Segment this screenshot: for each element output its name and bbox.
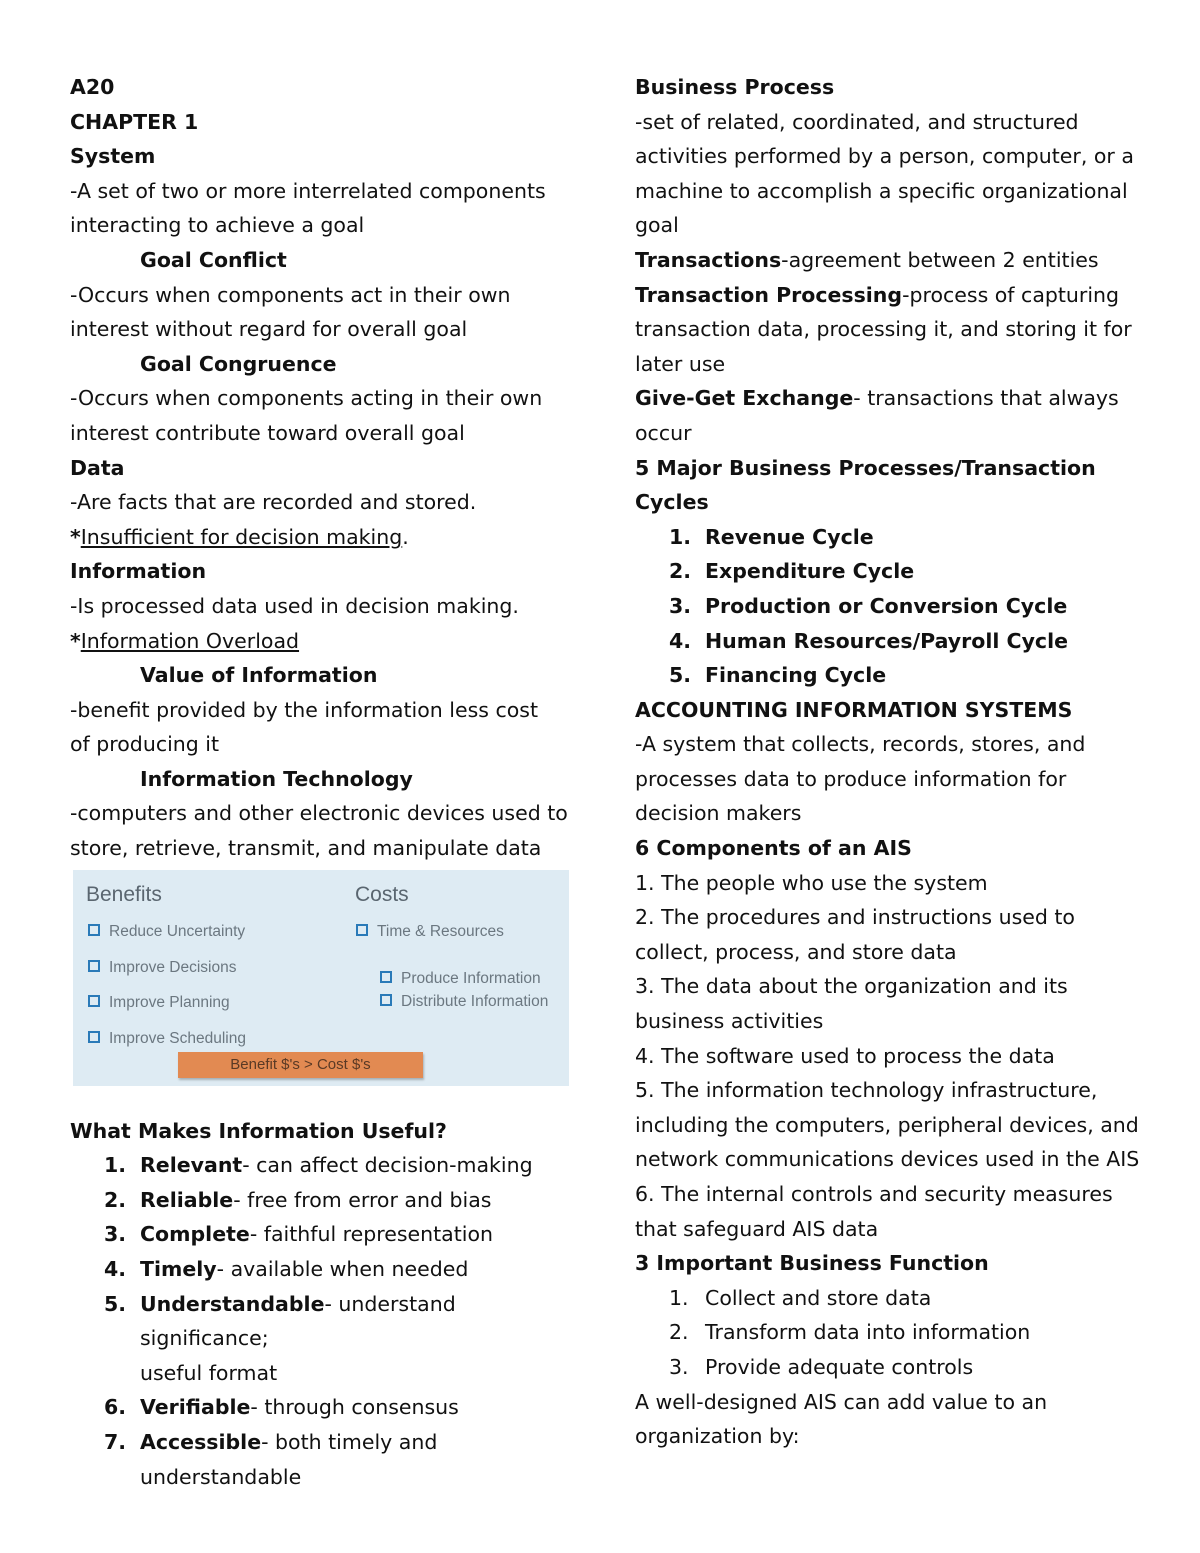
value-of-information-heading: Value of Information	[140, 663, 378, 688]
information-note-star: *	[70, 628, 81, 653]
it-definition: -computers and other electronic devices used to	[70, 801, 568, 826]
benefits-heading: Benefits	[86, 882, 162, 906]
cycle-name: Expenditure Cycle	[705, 559, 915, 584]
item-description: - through consensus	[250, 1395, 459, 1420]
business-function-heading: 3 Important Business Function	[635, 1251, 989, 1276]
components-heading: 6 Components of an AIS	[635, 836, 912, 861]
major-processes-heading: 5 Major Business Processes/Transaction	[635, 455, 1096, 480]
goal-conflict-definition-cont: interest without regard for overall goal	[70, 317, 468, 342]
useful-info-list	[70, 1148, 570, 1494]
transaction-processing-cont: transaction data, processing it, and storing it for	[635, 317, 1132, 342]
cost-item	[380, 992, 548, 1012]
item-number: 2.	[104, 1187, 127, 1212]
give-get-exchange-cont: occur	[635, 420, 692, 445]
component-line: business activities	[635, 1009, 824, 1034]
checkbox-icon	[380, 971, 392, 983]
goal-congruence-heading: Goal Congruence	[140, 351, 337, 376]
business-process-heading: Business Process	[635, 75, 835, 99]
benefit-item	[88, 958, 237, 978]
checkbox-icon	[380, 994, 392, 1006]
item-description: - can affect decision-making	[242, 1153, 533, 1178]
function-name: Transform data into information	[705, 1320, 1031, 1345]
item-number: 3.	[104, 1222, 127, 1247]
item-number: 2.	[669, 1320, 689, 1345]
item-number: 5.	[104, 1291, 127, 1316]
list-item	[635, 520, 1135, 555]
component-line: 6. The internal controls and security measures	[635, 1182, 1113, 1206]
right-column	[635, 70, 1140, 1454]
item-term: Reliable	[140, 1187, 234, 1212]
cycle-name: Financing Cycle	[705, 663, 887, 688]
business-process-definition-cont: activities performed by a person, computer, or a	[635, 144, 1134, 169]
item-number: 7.	[104, 1430, 127, 1454]
ais-definition-cont: processes data to produce information for	[635, 766, 1067, 791]
benefits-costs-figure	[73, 870, 569, 1086]
closing-text-cont: organization by:	[635, 1424, 800, 1449]
give-get-exchange-definition	[635, 381, 1135, 416]
information-note-text: Information Overload	[80, 628, 300, 653]
item-number: 5.	[669, 663, 692, 688]
item-description-cont: useful format	[140, 1360, 278, 1385]
data-note-end: .	[402, 524, 409, 549]
cycle-name: Production or Conversion Cycle	[705, 593, 1068, 618]
item-term: Verifiable	[140, 1395, 251, 1420]
checkbox-icon	[88, 924, 100, 936]
list-item	[635, 1350, 1135, 1385]
give-get-exchange-text: - transactions that always	[853, 386, 1119, 411]
list-item	[70, 1390, 570, 1425]
closing-text: A well-designed AIS can add value to an	[635, 1389, 1048, 1414]
component-line: 5. The information technology infrastructure,	[635, 1078, 1098, 1103]
item-number: 6.	[104, 1395, 127, 1420]
item-term: Accessible	[140, 1430, 262, 1454]
transactions-definition	[635, 243, 1135, 278]
value-definition: -benefit provided by the information less cost	[70, 697, 538, 722]
system-definition-cont: interacting to achieve a goal	[70, 213, 365, 238]
item-number: 3.	[669, 1354, 689, 1379]
component-line: 1. The people who use the system	[635, 870, 988, 895]
benefit-item	[88, 993, 230, 1013]
cost-label: Time & Resources	[377, 922, 504, 940]
cycle-name: Revenue Cycle	[705, 524, 874, 549]
goal-conflict-definition: -Occurs when components act in their own	[70, 282, 511, 307]
item-description: - available when needed	[216, 1257, 469, 1282]
item-description: - understand significance;	[140, 1291, 456, 1351]
cost-item	[380, 969, 541, 989]
transaction-processing-text: -process of capturing	[902, 282, 1120, 307]
item-term: Complete	[140, 1222, 250, 1247]
item-description: - free from error and bias	[233, 1187, 492, 1212]
item-description: - faithful representation	[249, 1222, 493, 1247]
item-term: Timely	[140, 1257, 217, 1282]
chapter-title: CHAPTER 1	[70, 109, 199, 134]
checkbox-icon	[356, 924, 368, 936]
list-item	[70, 1287, 570, 1391]
transaction-processing-definition	[635, 278, 1135, 313]
benefit-label: Improve Scheduling	[109, 1029, 246, 1047]
cost-item	[356, 922, 504, 942]
list-item	[70, 1183, 570, 1218]
transaction-processing-term: Transaction Processing	[635, 282, 903, 307]
data-note-text: Insufficient for decision making	[80, 524, 403, 549]
cost-label: Produce Information	[401, 969, 541, 987]
information-technology-heading: Information Technology	[140, 766, 413, 791]
benefit-label: Reduce Uncertainty	[109, 922, 246, 940]
it-definition-cont: store, retrieve, transmit, and manipulate data	[70, 836, 542, 861]
item-number: 1.	[669, 1285, 689, 1310]
data-note-star: *	[70, 524, 81, 549]
item-number: 1.	[104, 1153, 127, 1178]
business-process-definition: -set of related, coordinated, and structured	[635, 109, 1079, 134]
item-number: 2.	[669, 559, 692, 584]
list-item	[635, 658, 1135, 693]
value-definition-cont: of producing it	[70, 732, 220, 757]
information-definition: -Is processed data used in decision making.	[70, 593, 519, 618]
list-item	[635, 624, 1135, 659]
benefit-label: Improve Decisions	[109, 958, 237, 976]
item-number: 3.	[669, 593, 692, 618]
item-term: Relevant	[140, 1153, 243, 1178]
component-line: that safeguard AIS data	[635, 1216, 879, 1241]
checkbox-icon	[88, 960, 100, 972]
component-line: 3. The data about the organization and its	[635, 974, 1068, 999]
business-process-definition-cont: goal	[635, 213, 679, 238]
ais-heading: ACCOUNTING INFORMATION SYSTEMS	[635, 697, 1073, 722]
list-item	[635, 589, 1135, 624]
component-line: including the computers, peripheral devices, and	[635, 1112, 1139, 1137]
information-note	[70, 624, 570, 659]
course-code: A20	[70, 75, 115, 99]
list-item	[635, 1315, 1135, 1350]
cycle-name: Human Resources/Payroll Cycle	[705, 628, 1069, 653]
list-item	[635, 1281, 1135, 1316]
list-item	[635, 554, 1135, 589]
goal-conflict-heading: Goal Conflict	[140, 247, 287, 272]
component-line: 2. The procedures and instructions used to	[635, 905, 1075, 930]
benefit-item	[88, 922, 245, 942]
list-item	[70, 1425, 570, 1494]
item-term: Understandable	[140, 1291, 325, 1316]
cycles-list	[635, 520, 1135, 693]
goal-congruence-definition: -Occurs when components acting in their own	[70, 386, 543, 411]
left-column	[70, 70, 570, 1494]
list-item	[70, 1148, 570, 1183]
useful-info-heading: What Makes Information Useful?	[70, 1118, 447, 1143]
major-processes-heading-cont: Cycles	[635, 490, 709, 515]
checkbox-icon	[88, 1031, 100, 1043]
functions-list	[635, 1281, 1135, 1385]
transactions-term: Transactions	[635, 247, 782, 272]
transactions-text: -agreement between 2 entities	[781, 247, 1099, 272]
component-line: 4. The software used to process the data	[635, 1043, 1055, 1068]
function-name: Provide adequate controls	[705, 1354, 974, 1379]
benefit-label: Improve Planning	[109, 993, 230, 1011]
item-number: 4.	[669, 628, 692, 653]
give-get-exchange-term: Give-Get Exchange	[635, 386, 854, 411]
list-item	[70, 1217, 570, 1252]
list-item	[70, 1252, 570, 1287]
business-process-definition-cont: machine to accomplish a specific organizational	[635, 178, 1128, 203]
system-definition: -A set of two or more interrelated components	[70, 178, 546, 203]
function-name: Collect and store data	[705, 1285, 932, 1310]
ais-definition-cont: decision makers	[635, 801, 802, 826]
costs-heading: Costs	[355, 882, 409, 906]
benefit-item	[88, 1029, 246, 1049]
data-definition: -Are facts that are recorded and stored.	[70, 490, 477, 515]
benefit-cost-formula: Benefit $'s > Cost $'s	[178, 1052, 423, 1078]
component-line: network communications devices used in the AIS	[635, 1147, 1140, 1172]
cost-label: Distribute Information	[401, 992, 549, 1010]
information-heading: Information	[70, 559, 207, 584]
checkbox-icon	[88, 995, 100, 1007]
transaction-processing-cont: later use	[635, 351, 726, 376]
data-heading: Data	[70, 455, 125, 480]
component-line: collect, process, and store data	[635, 939, 957, 964]
item-description: - both timely and	[261, 1430, 438, 1454]
system-heading: System	[70, 144, 156, 169]
item-number: 4.	[104, 1257, 127, 1282]
ais-definition: -A system that collects, records, stores, and	[635, 732, 1086, 757]
goal-congruence-definition-cont: interest contribute toward overall goal	[70, 420, 465, 445]
item-description-cont: understandable	[140, 1464, 302, 1489]
data-note	[70, 520, 570, 555]
item-number: 1.	[669, 524, 692, 549]
